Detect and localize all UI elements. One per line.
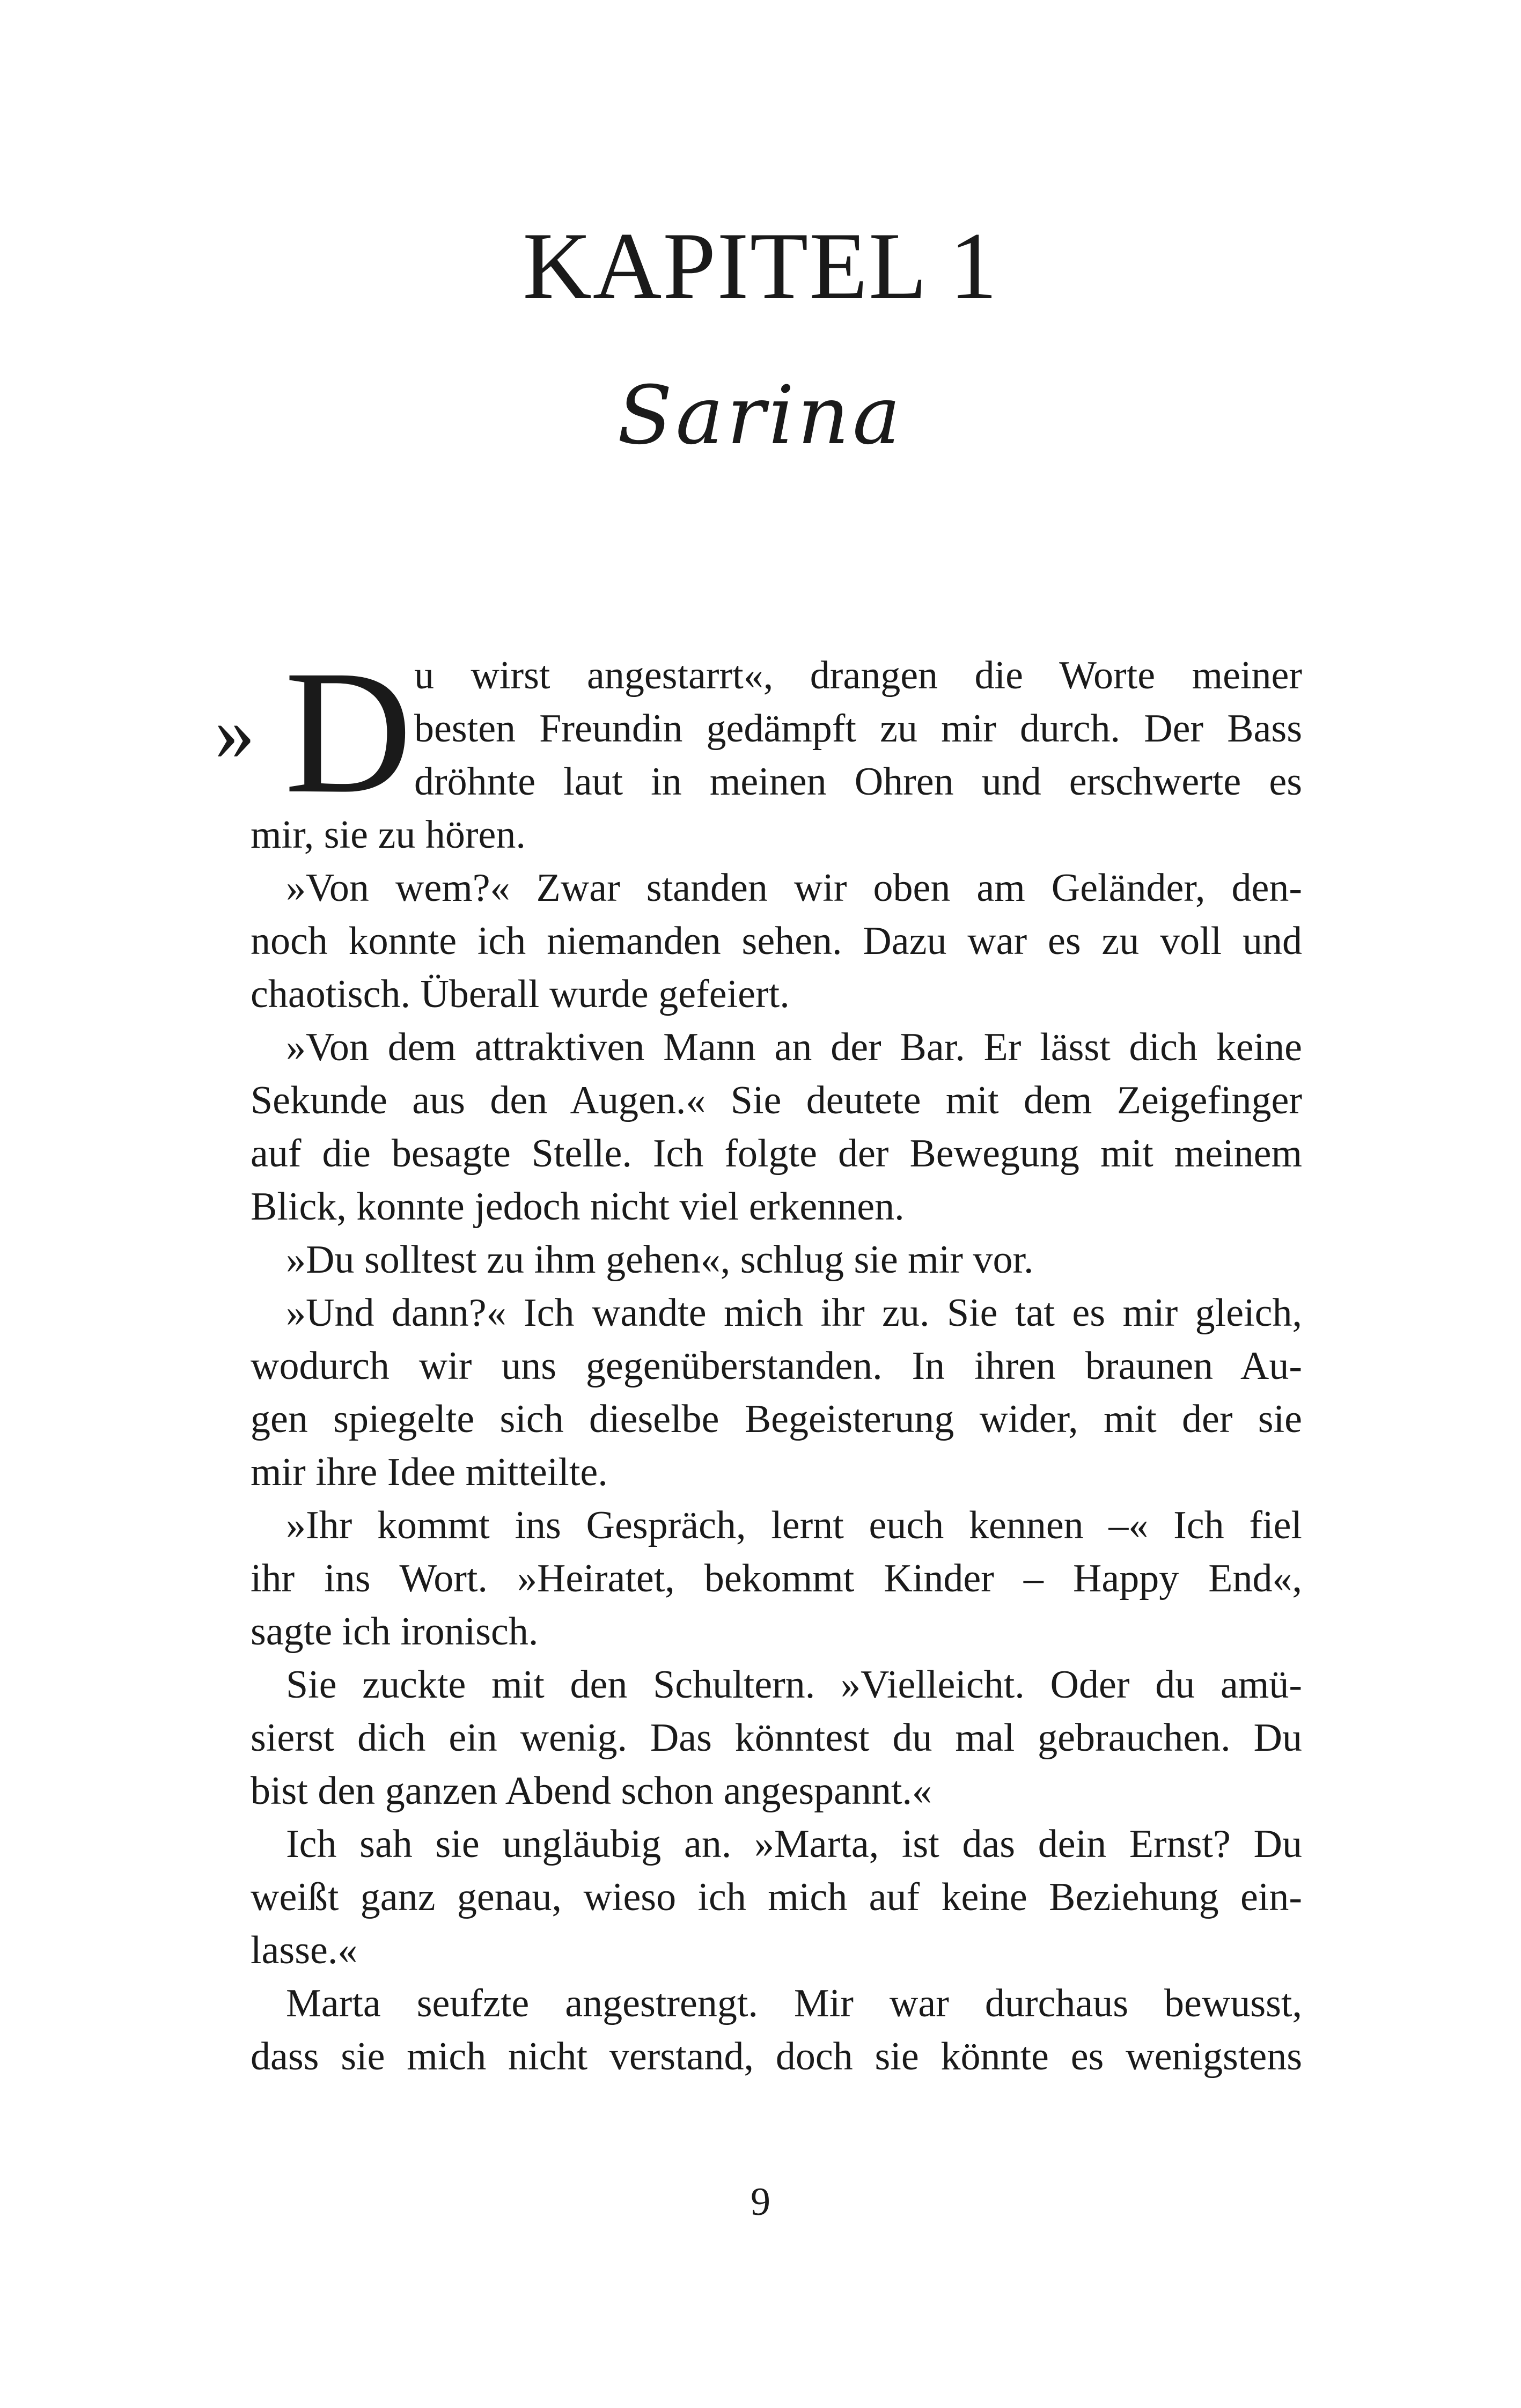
- text-line: dröhnte laut in meinen Ohren und erschwerte es: [414, 760, 1302, 804]
- text-line: »Ihr kommt ins Gespräch, lernt euch kennen –« Ich fiel: [286, 1503, 1302, 1547]
- text-line: noch konnte ich niemanden sehen. Dazu war es zu voll und: [251, 919, 1302, 963]
- text-line: Sekunde aus den Augen.« Sie deutete mit dem Zeigefinger: [251, 1078, 1302, 1122]
- text-line: u wirst angestarrt«, drangen die Worte meiner: [414, 654, 1302, 698]
- text-line: dass sie mich nicht verstand, doch sie könnte es wenigstens: [251, 2035, 1302, 2079]
- text-line: »Du solltest zu ihm gehen«, schlug sie mir vor.: [286, 1238, 1034, 1282]
- text-line: mir, sie zu hören.: [251, 813, 526, 857]
- text-line: weißt ganz genau, wieso ich mich auf keine Beziehung ein-: [251, 1875, 1302, 1919]
- text-line: sagte ich ironisch.: [251, 1610, 539, 1654]
- text-line: chaotisch. Überall wurde gefeiert.: [251, 972, 790, 1016]
- text-line: »Von wem?« Zwar standen wir oben am Geländer, den-: [286, 866, 1302, 910]
- text-line: Sie zuckte mit den Schultern. »Vielleicht. Oder du amü-: [286, 1663, 1302, 1707]
- text-line: mir ihre Idee mitteilte.: [251, 1450, 608, 1494]
- text-line: »Und dann?« Ich wandte mich ihr zu. Sie tat es mir gleich,: [286, 1291, 1302, 1335]
- text-line: wodurch wir uns gegenüberstanden. In ihren braunen Au-: [251, 1344, 1302, 1388]
- body-text: [251, 649, 1302, 2083]
- opening-quote-mark: »: [215, 688, 255, 777]
- text-line: Ich sah sie ungläubig an. »Marta, ist das dein Ernst? Du: [286, 1822, 1302, 1866]
- text-line: »Von dem attraktiven Mann an der Bar. Er lässt dich keine: [286, 1025, 1302, 1069]
- chapter-title: KAPITEL 1: [523, 212, 998, 319]
- text-line: ihr ins Wort. »Heiratet, bekommt Kinder – Happy End«,: [251, 1557, 1302, 1601]
- text-line: auf die besagte Stelle. Ich folgte der Bewegung mit meinem: [251, 1132, 1302, 1176]
- text-line: Blick, konnte jedoch nicht viel erkennen.: [251, 1185, 905, 1229]
- text-line: sierst dich ein wenig. Das könntest du mal gebrauchen. Du: [251, 1716, 1302, 1760]
- text-line: besten Freundin gedämpft zu mir durch. Der Bass: [414, 707, 1302, 751]
- page-number: 9: [751, 2180, 770, 2224]
- text-line: bist den ganzen Abend schon angespannt.«: [251, 1769, 932, 1813]
- drop-cap: D: [284, 634, 413, 830]
- text-line: gen spiegelte sich dieselbe Begeisterung wider, mit der sie: [251, 1397, 1302, 1441]
- text-line: lasse.«: [251, 1928, 358, 1972]
- text-line: Marta seufzte angestrengt. Mir war durchaus bewusst,: [286, 1981, 1302, 2025]
- chapter-subtitle: Sarina: [617, 369, 904, 462]
